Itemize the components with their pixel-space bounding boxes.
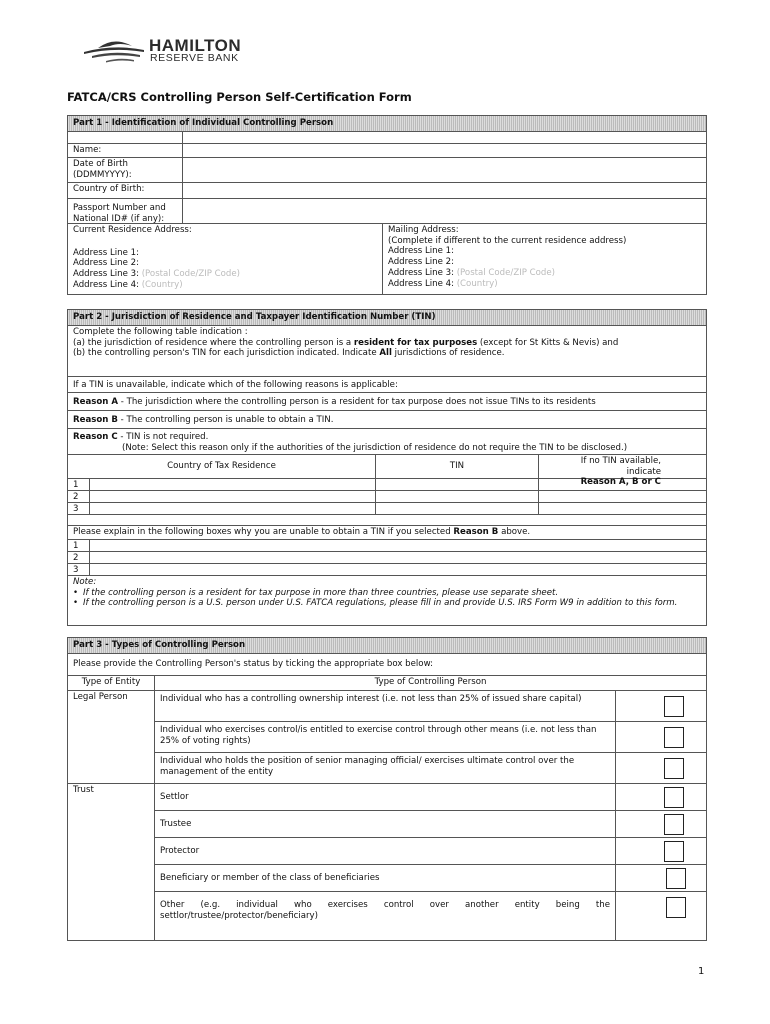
checkbox[interactable] [666,868,686,889]
type-check-cell [615,838,706,864]
legal-person-label: Legal Person [68,690,154,783]
type-check-cell [615,811,706,837]
residence-address-line1[interactable]: Address Line 1: [73,247,139,258]
type-column [154,676,706,940]
part2-intro [68,326,706,376]
mailing-address-label: Mailing Address: [388,225,459,235]
reason-a [68,393,706,410]
part2-intro-b [73,348,701,359]
checkbox[interactable] [664,787,684,808]
type-row [155,721,706,752]
explain-field[interactable] [89,552,706,563]
logo-wave-icon [84,38,146,64]
tin-reason-field[interactable] [538,491,706,502]
type-label: Individual who has a controlling ownership interest (i.e. not less than 25% of issued share capital) [160,694,582,704]
tin-table-header [68,455,706,488]
part2-intro-b-bold: All [379,348,392,359]
type-row [155,891,706,940]
part3-instruction-row [68,654,706,676]
type-row [155,810,706,837]
residence-address-line2[interactable]: Address Line 2: [73,258,139,269]
part1-header: Part 1 - Identification of Individual Controlling Person [68,116,706,132]
explain-line-number: 3 [73,565,79,575]
current-residence-block [68,224,382,294]
dob-row [68,158,706,183]
type-row [155,837,706,864]
tin-row [68,491,706,503]
bank-logo [84,34,254,70]
checkbox[interactable] [664,814,684,835]
type-label: Settlor [160,792,189,802]
reason-c-label: Reason C [73,432,118,442]
residence-postal-hint: (Postal Code/ZIP Code) [141,269,241,280]
passport-row [68,199,706,224]
part3-table [68,676,706,940]
reason-c-note: (Note: Select this reason only if the authorities of the jurisdiction of residence do not require the TIN to be disclosed.) [122,442,628,453]
explain-bold: Reason B [453,527,499,537]
tin-unavailable-row [68,377,706,393]
country-birth-row [68,183,706,199]
reason-a-text: - The jurisdiction where the controlling person is a resident for tax purpose does not issue TINs to its residents [118,397,596,407]
name-row [68,144,706,158]
part3-instruction: Please provide the Controlling Person's status by ticking the appropriate box below: [73,659,434,669]
note-item [73,598,701,609]
col-reason-header [538,455,706,488]
type-check-cell [615,722,706,752]
logo-subtitle: RESERVE BANK [150,52,239,64]
page-number: 1 [698,966,705,977]
dob-label-line1: Date of Birth [73,159,128,169]
reason-c-line [73,432,701,443]
part2-intro-b-pre: (b) the controlling person's TIN for each jurisdiction indicated. Indicate [73,348,380,359]
part2-intro-b-post: jurisdictions of residence. [391,348,505,359]
part1-spacer-row [68,132,706,144]
tin-row [68,503,706,515]
type-check-cell [615,753,706,783]
reason-c-text: - TIN is not required. [117,432,209,442]
part2-intro-line: Complete the following table indication : [73,327,248,337]
part1-section [67,115,707,295]
checkbox[interactable] [664,758,684,779]
type-label: Trustee [160,819,192,829]
mailing-address-block [382,224,706,294]
note-text: If the controlling person is a U.S. person under U.S. FATCA regulations, please fill in and provide U.S. IRS Form W9 in addition to this form. [83,598,678,609]
residence-address-line3[interactable] [73,269,377,280]
reason-a-row [68,393,706,411]
residence-address-line4[interactable] [73,280,377,291]
tin-row-number: 1 [73,480,79,490]
type-check-cell [615,865,706,891]
mailing-address-note: (Complete if different to the current residence address) [388,235,627,246]
tin-country-field[interactable] [89,491,375,502]
tin-country-field[interactable] [89,479,375,490]
col-country-header: Country of Tax Residence [167,461,276,471]
part3-header: Part 3 - Types of Controlling Person [68,638,706,654]
explain-field[interactable] [89,564,706,575]
note-label: Note: [73,577,97,587]
tin-number-field[interactable] [375,491,538,502]
address-row [68,224,706,294]
country-birth-label: Country of Birth: [73,184,145,194]
part2-intro-a-bold: resident for tax purposes [353,337,478,348]
passport-label [68,199,182,223]
type-row [155,690,706,721]
part2-header: Part 2 - Jurisdiction of Residence and Taxpayer Identification Number (TIN) [68,310,706,326]
explain-line-number: 1 [73,541,79,551]
name-field[interactable] [182,144,706,157]
mailing-address-line4-label: Address Line 4: [388,278,454,289]
type-check-cell [615,691,706,721]
bullet-icon: • [73,587,79,598]
mailing-address-line2[interactable]: Address Line 2: [388,257,454,268]
logo-name: HAMILTON [149,36,242,55]
reason-c-row [68,429,706,455]
type-check-cell [615,892,706,940]
reason-c [68,429,706,454]
part2-spacer-row [68,515,706,526]
passport-label-line2: National ID# (if any): [73,213,165,224]
mailing-country-hint: (Country) [456,278,498,289]
mailing-address-line1[interactable]: Address Line 1: [388,246,454,257]
explain-pre: Please explain in the following boxes why you are unable to obtain a TIN if you selected [73,527,454,537]
type-label: Individual who exercises control/is entitled to exercise control through other means (i.e. not less than 25% of voting rights) [160,725,597,746]
reason-b-row [68,411,706,429]
part2-intro-a-pre: (a) the jurisdiction of residence where the controlling person is a [73,337,354,348]
part2-intro-row [68,326,706,377]
country-birth-field[interactable] [182,183,706,198]
part2-section [67,309,707,626]
type-row [155,783,706,810]
dob-field[interactable] [182,158,706,182]
tin-number-field[interactable] [375,503,538,514]
tin-row [68,479,706,491]
tin-row-number: 2 [73,492,79,502]
type-label: Protector [160,846,200,856]
tin-row-number: 3 [73,504,79,514]
checkbox[interactable] [666,897,686,918]
form-title: FATCA/CRS Controlling Person Self-Certification Form [67,90,412,104]
note-text: If the controlling person is a resident for tax purpose in more than three countries, please use separate sheet. [83,587,559,598]
mailing-postal-hint: (Postal Code/ZIP Code) [456,267,556,278]
col-tin-header: TIN [375,455,538,478]
explain-post: above. [498,527,531,537]
explain-line [68,564,706,576]
residence-address-line3-label: Address Line 3: [73,269,139,280]
col-type-header: Type of Controlling Person [374,677,487,687]
explain-line [68,540,706,552]
tin-unavailable-text: If a TIN is unavailable, indicate which of the following reasons is applicable: [73,380,398,390]
name-label: Name: [73,145,102,155]
reason-b [68,411,706,428]
mailing-address-line4[interactable] [388,279,701,290]
mailing-address-line3-label: Address Line 3: [388,267,454,278]
type-row [155,752,706,783]
current-residence-label: Current Residence Address: [73,225,192,235]
col-reason-line1: If no TIN available, indicate [580,456,661,477]
part2-intro-a [73,338,701,349]
tin-reason-field[interactable] [538,479,706,490]
checkbox[interactable] [664,841,684,862]
residence-country-hint: (Country) [141,279,183,290]
reason-a-label: Reason A [73,397,119,407]
reason-b-label: Reason B [73,415,118,425]
explain-text [68,526,706,539]
note-row [68,576,706,625]
entity-column [68,676,154,940]
type-label: Individual who holds the position of senior managing official/ exercises ultimate control over the management of the entity [160,756,575,777]
passport-label-line1: Passport Number and [73,203,166,213]
trust-label: Trust [68,783,154,940]
tin-number-field[interactable] [375,479,538,490]
checkbox[interactable] [664,696,684,717]
type-row [155,864,706,891]
col-reason-line2: Reason A, B or C [580,477,661,488]
type-label: Other (e.g. individual who exercises control over another entity being the settlor/trustee/protector/beneficiary) [160,900,610,921]
reason-b-text: - The controlling person is unable to obtain a TIN. [117,415,334,425]
type-label: Beneficiary or member of the class of beneficiaries [160,873,380,883]
tin-country-field[interactable] [89,503,375,514]
checkbox[interactable] [664,727,684,748]
note-item [73,588,701,599]
type-check-cell [615,784,706,810]
dob-label-line2: (DDMMYYYY): [73,169,132,180]
dob-label [68,158,182,182]
col-entity-header: Type of Entity [81,677,141,687]
part2-intro-a-post: (except for St Kitts & Nevis) and [477,337,619,348]
note-block [68,576,706,625]
explain-field[interactable] [89,540,706,551]
explain-line-number: 2 [73,553,79,563]
residence-address-line4-label: Address Line 4: [73,279,139,290]
mailing-address-line3[interactable] [388,268,701,279]
part3-section [67,637,707,941]
explain-row [68,526,706,540]
bullet-icon: • [73,598,79,609]
explain-line [68,552,706,564]
passport-field[interactable] [182,199,706,223]
tin-reason-field[interactable] [538,503,706,514]
